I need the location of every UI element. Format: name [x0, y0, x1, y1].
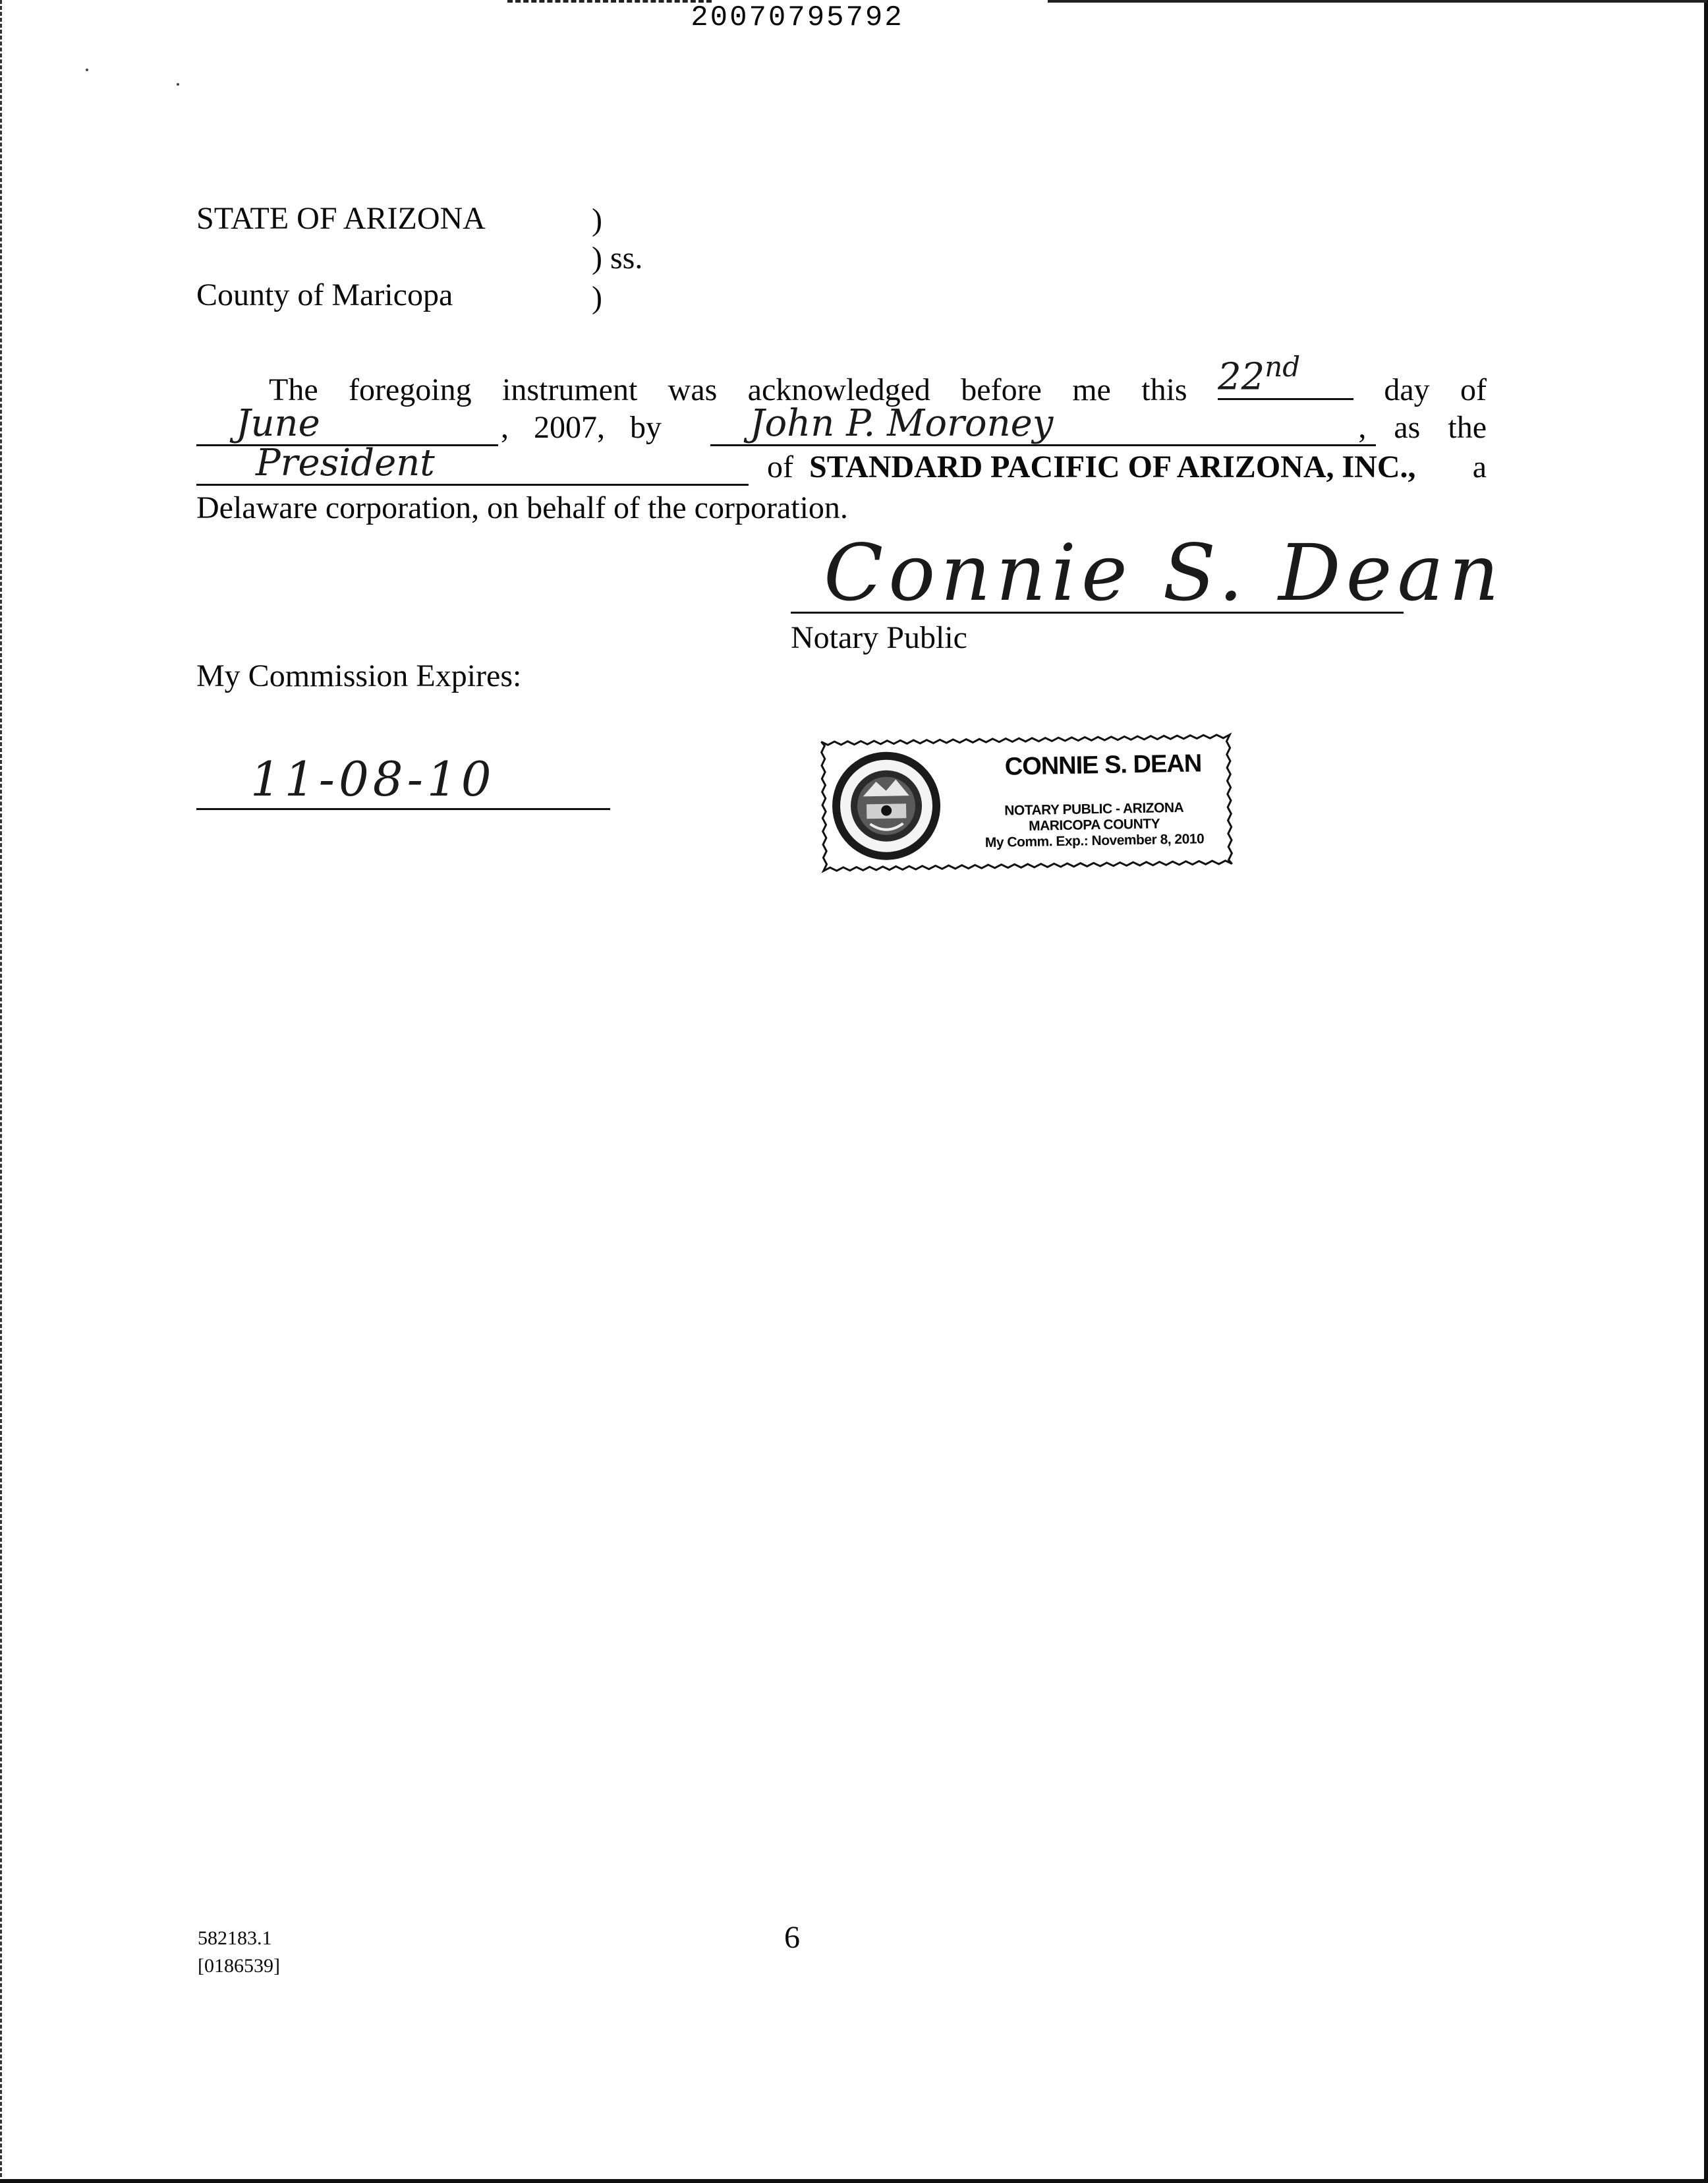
ack-day-of: day of [1384, 372, 1487, 407]
company-name: STANDARD PACIFIC OF ARIZONA, INC., [809, 450, 1416, 484]
footer-doc-ref: 582183.1 [198, 1927, 272, 1949]
day-handwritten: 22nd [1217, 351, 1301, 399]
footer-matter-ref: [0186539] [198, 1955, 280, 1977]
a-text: a [1472, 450, 1487, 484]
page-edge-left [0, 0, 4, 2183]
scan-speck [86, 69, 88, 71]
commission-date-line [196, 808, 610, 810]
document-number: 20070795792 [691, 1, 904, 34]
as-the-text: , as the [1358, 410, 1487, 445]
ack-line-4: Delaware corporation, on behalf of the corporation. [196, 490, 848, 525]
of-text: of [767, 450, 793, 484]
page-edge-right [1704, 0, 1708, 2183]
notary-signature: Connie S. Dean [824, 527, 1504, 618]
commission-expires-label: My Commission Expires: [196, 658, 522, 693]
title-handwritten: President [256, 442, 435, 484]
signer-handwritten: John P. Moroney [750, 402, 1054, 445]
venue-state: STATE OF ARIZONA [196, 201, 486, 236]
page-number: 6 [784, 1920, 800, 1955]
venue-paren: ) [592, 280, 602, 315]
stamp-notary-name: CONNIE S. DEAN [1004, 749, 1202, 781]
day-blank [1217, 351, 1353, 400]
title-blank [196, 442, 749, 486]
stamp-line-3: My Comm. Exp.: November 8, 2010 [984, 831, 1205, 851]
signature-line [791, 612, 1404, 614]
year-text: , 2007, by [501, 410, 662, 445]
signer-blank [710, 402, 1376, 446]
month-handwritten: June [236, 402, 320, 445]
venue-paren: ) [592, 202, 602, 237]
stamp-line-1: NOTARY PUBLIC - ARIZONA [1004, 800, 1184, 819]
notary-public-label: Notary Public [791, 620, 967, 655]
ack-text-1: The foregoing instrument was acknowledged before me this [269, 372, 1187, 407]
venue-ss: ) ss. [592, 241, 643, 276]
state-seal-icon [830, 749, 944, 863]
notary-stamp [816, 729, 1238, 876]
page-edge-bottom [0, 2179, 1708, 2183]
venue-county: County of Maricopa [196, 277, 453, 312]
commission-date-handwritten: 11-08-10 [250, 751, 496, 807]
stamp-line-2: MARICOPA COUNTY [1028, 816, 1160, 834]
scan-speck [177, 83, 179, 86]
